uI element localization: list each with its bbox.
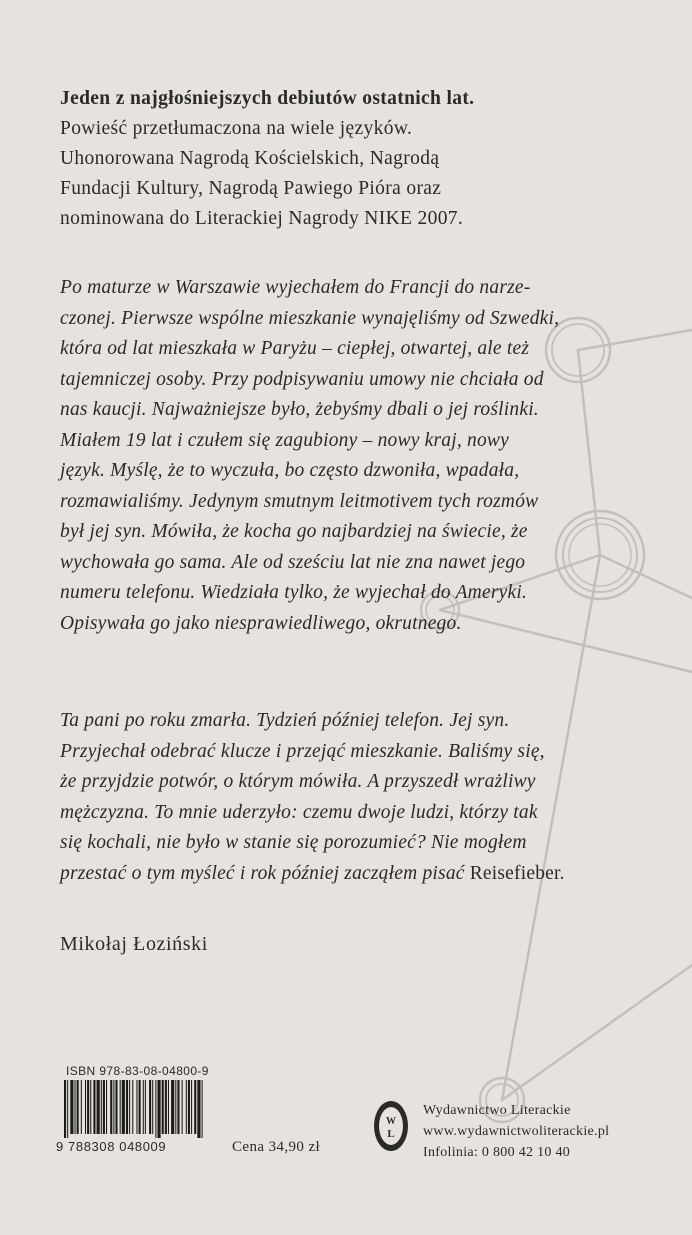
barcode-icon — [56, 1080, 208, 1138]
paragraph-line: Miałem 19 lat i czułem się zagubiony – nowy kraj, nowy — [60, 429, 509, 451]
publisher-name: Wydawnictwo Literackie — [423, 1103, 571, 1118]
publisher-hotline: Infolinia: 0 800 42 10 40 — [423, 1145, 571, 1160]
intro-blurb — [60, 84, 620, 234]
last-line-text: przestać o tym myśleć i rok później zacząłem pisać — [60, 862, 470, 884]
publisher-logo-icon — [370, 1098, 412, 1154]
svg-text:W: W — [386, 1116, 396, 1127]
book-title: Reisefieber. — [469, 862, 565, 884]
paragraph-line: nas kaucji. Najważniejsze było, żebyśmy dbali o jej roślinki. — [60, 399, 539, 420]
author-name: Mikołaj Łoziński — [60, 933, 208, 955]
paragraph-line: Po maturze w Warszawie wyjechałem do Francji do narze- — [60, 277, 531, 298]
paragraph-line: że przyjdzie potwór, o którym mówiła. A przyszedł wrażliwy — [60, 771, 536, 792]
paragraph-line: rozmawialiśmy. Jedynym smutnym leitmotivem tych rozmów — [60, 490, 539, 512]
paragraph-line: mężczyzna. To mnie uderzyło: czemu dwoje ludzi, którzy tak — [60, 801, 538, 823]
svg-text:L: L — [387, 1128, 395, 1140]
isbn-label: ISBN 978-83-08-04800-9 — [66, 1064, 209, 1078]
author-note-paragraph-2 — [60, 706, 620, 889]
price-label: Cena 34,90 zł — [232, 1139, 321, 1155]
paragraph-line: która od lat mieszkała w Paryżu – ciepłej, otwartej, ale też — [60, 338, 530, 359]
intro-line: Uhonorowana Nagrodą Kościelskich, Nagrodą — [60, 148, 440, 169]
intro-line: Fundacji Kultury, Nagrodą Pawiego Pióra oraz — [60, 178, 442, 199]
paragraph-line: Ta pani po roku zmarła. Tydzień później telefon. Jej syn. — [60, 710, 510, 731]
publisher-website: www.wydawnictwoliterackie.pl — [423, 1124, 610, 1139]
isbn-barcode-block — [56, 1064, 216, 1164]
intro-line: nominowana do Literackiej Nagrody NIKE 2007. — [60, 208, 464, 229]
paragraph-line: numeru telefonu. Wiedziała tylko, że wyjechał do Ameryki. — [60, 582, 528, 603]
paragraph-line: tajemniczej osoby. Przy podpisywaniu umowy nie chciała od — [60, 368, 544, 390]
barcode-digits: 9 788308 048009 — [56, 1139, 167, 1154]
paragraph-line: czonej. Pierwsze wspólne mieszkanie wynajęliśmy od Szwedki, — [60, 307, 560, 329]
paragraph-line: Przyjechał odebrać klucze i przejąć mieszkanie. Baliśmy się, — [60, 740, 545, 762]
paragraph-line: wychowała go sama. Ale od sześciu lat nie zna nawet jego — [60, 551, 526, 573]
intro-line: Powieść przetłumaczona na wiele języków. — [60, 118, 413, 139]
paragraph-line: był jej syn. Mówiła, że kocha go najbardziej na świecie, że — [60, 521, 528, 542]
author-note-paragraph-1 — [60, 273, 620, 639]
publisher-info — [423, 1100, 609, 1163]
headline: Jeden z najgłośniejszych debiutów ostatnich lat. — [60, 88, 475, 109]
paragraph-last-line — [60, 859, 620, 890]
paragraph-line: Opisywała go jako niesprawiedliwego, okrutnego. — [60, 612, 462, 634]
paragraph-line: się kochali, nie było w stanie się porozumieć? Nie mogłem — [60, 832, 527, 853]
paragraph-line: język. Myślę, że to wyczuła, bo często dzwoniła, wpadała, — [60, 460, 520, 481]
